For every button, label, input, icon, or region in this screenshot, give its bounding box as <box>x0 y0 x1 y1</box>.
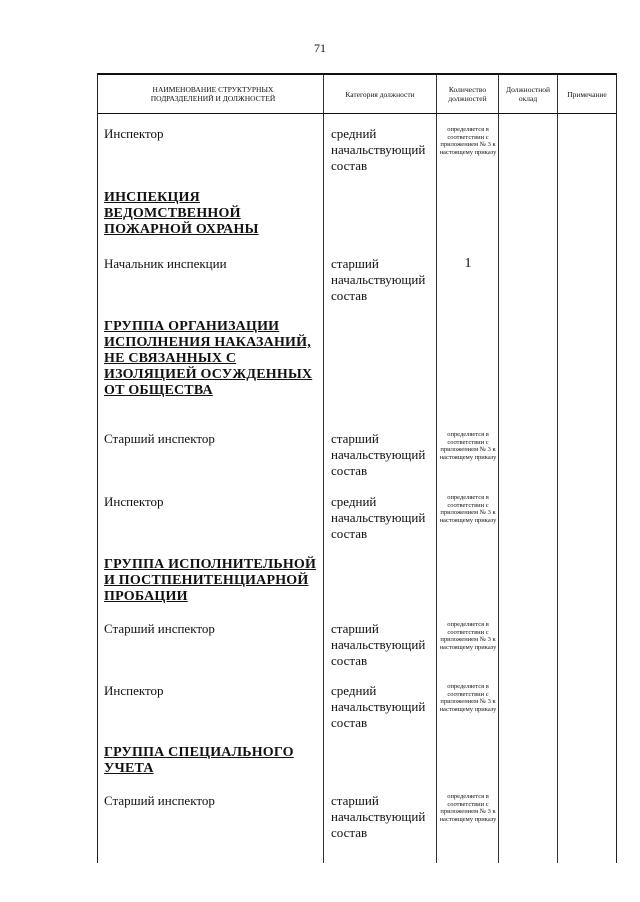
section-title: ГРУППА ИСПОЛНИТЕЛЬНОЙ И ПОСТПЕНИТЕНЦИАРНОЙ ПРОБАЦИИ <box>104 557 317 604</box>
position-category: старший начальствующий состав <box>331 793 426 840</box>
table-header <box>98 73 616 114</box>
position-name: Старший инспектор <box>104 431 215 446</box>
position-name: Старший инспектор <box>104 793 215 808</box>
position-category: средний начальствующий состав <box>331 126 426 173</box>
position-category: средний начальствующий состав <box>331 683 426 730</box>
position-count: определяется в соответствии с приложением № 3 к настоящему приказу <box>439 683 497 713</box>
position-count: определяется в соответствии с приложением № 3 к настоящему приказу <box>439 621 497 651</box>
position-count: определяется в соответствии с приложением № 3 к настоящему приказу <box>439 494 497 524</box>
position-count: определяется в соответствии с приложением № 3 к настоящему приказу <box>439 126 497 156</box>
section-title: ИНСПЕКЦИЯ ВЕДОМСТВЕННОЙ ПОЖАРНОЙ ОХРАНЫ <box>104 190 259 237</box>
header-note: Примечание <box>567 89 607 99</box>
position-name: Инспектор <box>104 126 164 141</box>
header-name: НАИМЕНОВАНИЕ СТРУКТУРНЫХ ПОДРАЗДЕЛЕНИЙ И ДОЛЖНОСТЕЙ <box>150 85 276 103</box>
section-title: ГРУППА ОРГАНИЗАЦИИ ИСПОЛНЕНИЯ НАКАЗАНИЙ, НЕ СВЯЗАННЫХ С ИЗОЛЯЦИЕЙ ОСУЖДЕННЫХ ОТ ОБЩЕСТВА <box>104 319 313 398</box>
staff-table <box>97 73 617 863</box>
column-divider <box>557 73 558 863</box>
section-title: ГРУППА СПЕЦИАЛЬНОГО УЧЕТА <box>104 745 294 776</box>
column-divider <box>498 73 499 863</box>
column-divider <box>323 73 324 863</box>
position-name: Старший инспектор <box>104 621 215 636</box>
page-number: 71 <box>314 41 326 55</box>
position-count: определяется в соответствии с приложением № 3 к настоящему приказу <box>439 431 497 461</box>
header-salary: Должностной оклад <box>505 85 551 103</box>
position-count: 1 <box>464 256 472 271</box>
position-category: старший начальствующий состав <box>331 431 426 478</box>
position-category: старший начальствующий состав <box>331 621 426 668</box>
position-category: старший начальствующий состав <box>331 256 426 303</box>
position-category: средний начальствующий состав <box>331 494 426 541</box>
position-name: Начальник инспекции <box>104 256 227 271</box>
header-category: Категория должности <box>345 89 415 99</box>
position-name: Инспектор <box>104 683 164 698</box>
position-count: определяется в соответствии с приложением № 3 к настоящему приказу <box>439 793 497 823</box>
position-name: Инспектор <box>104 494 164 509</box>
header-count: Количество должностей <box>448 85 487 103</box>
